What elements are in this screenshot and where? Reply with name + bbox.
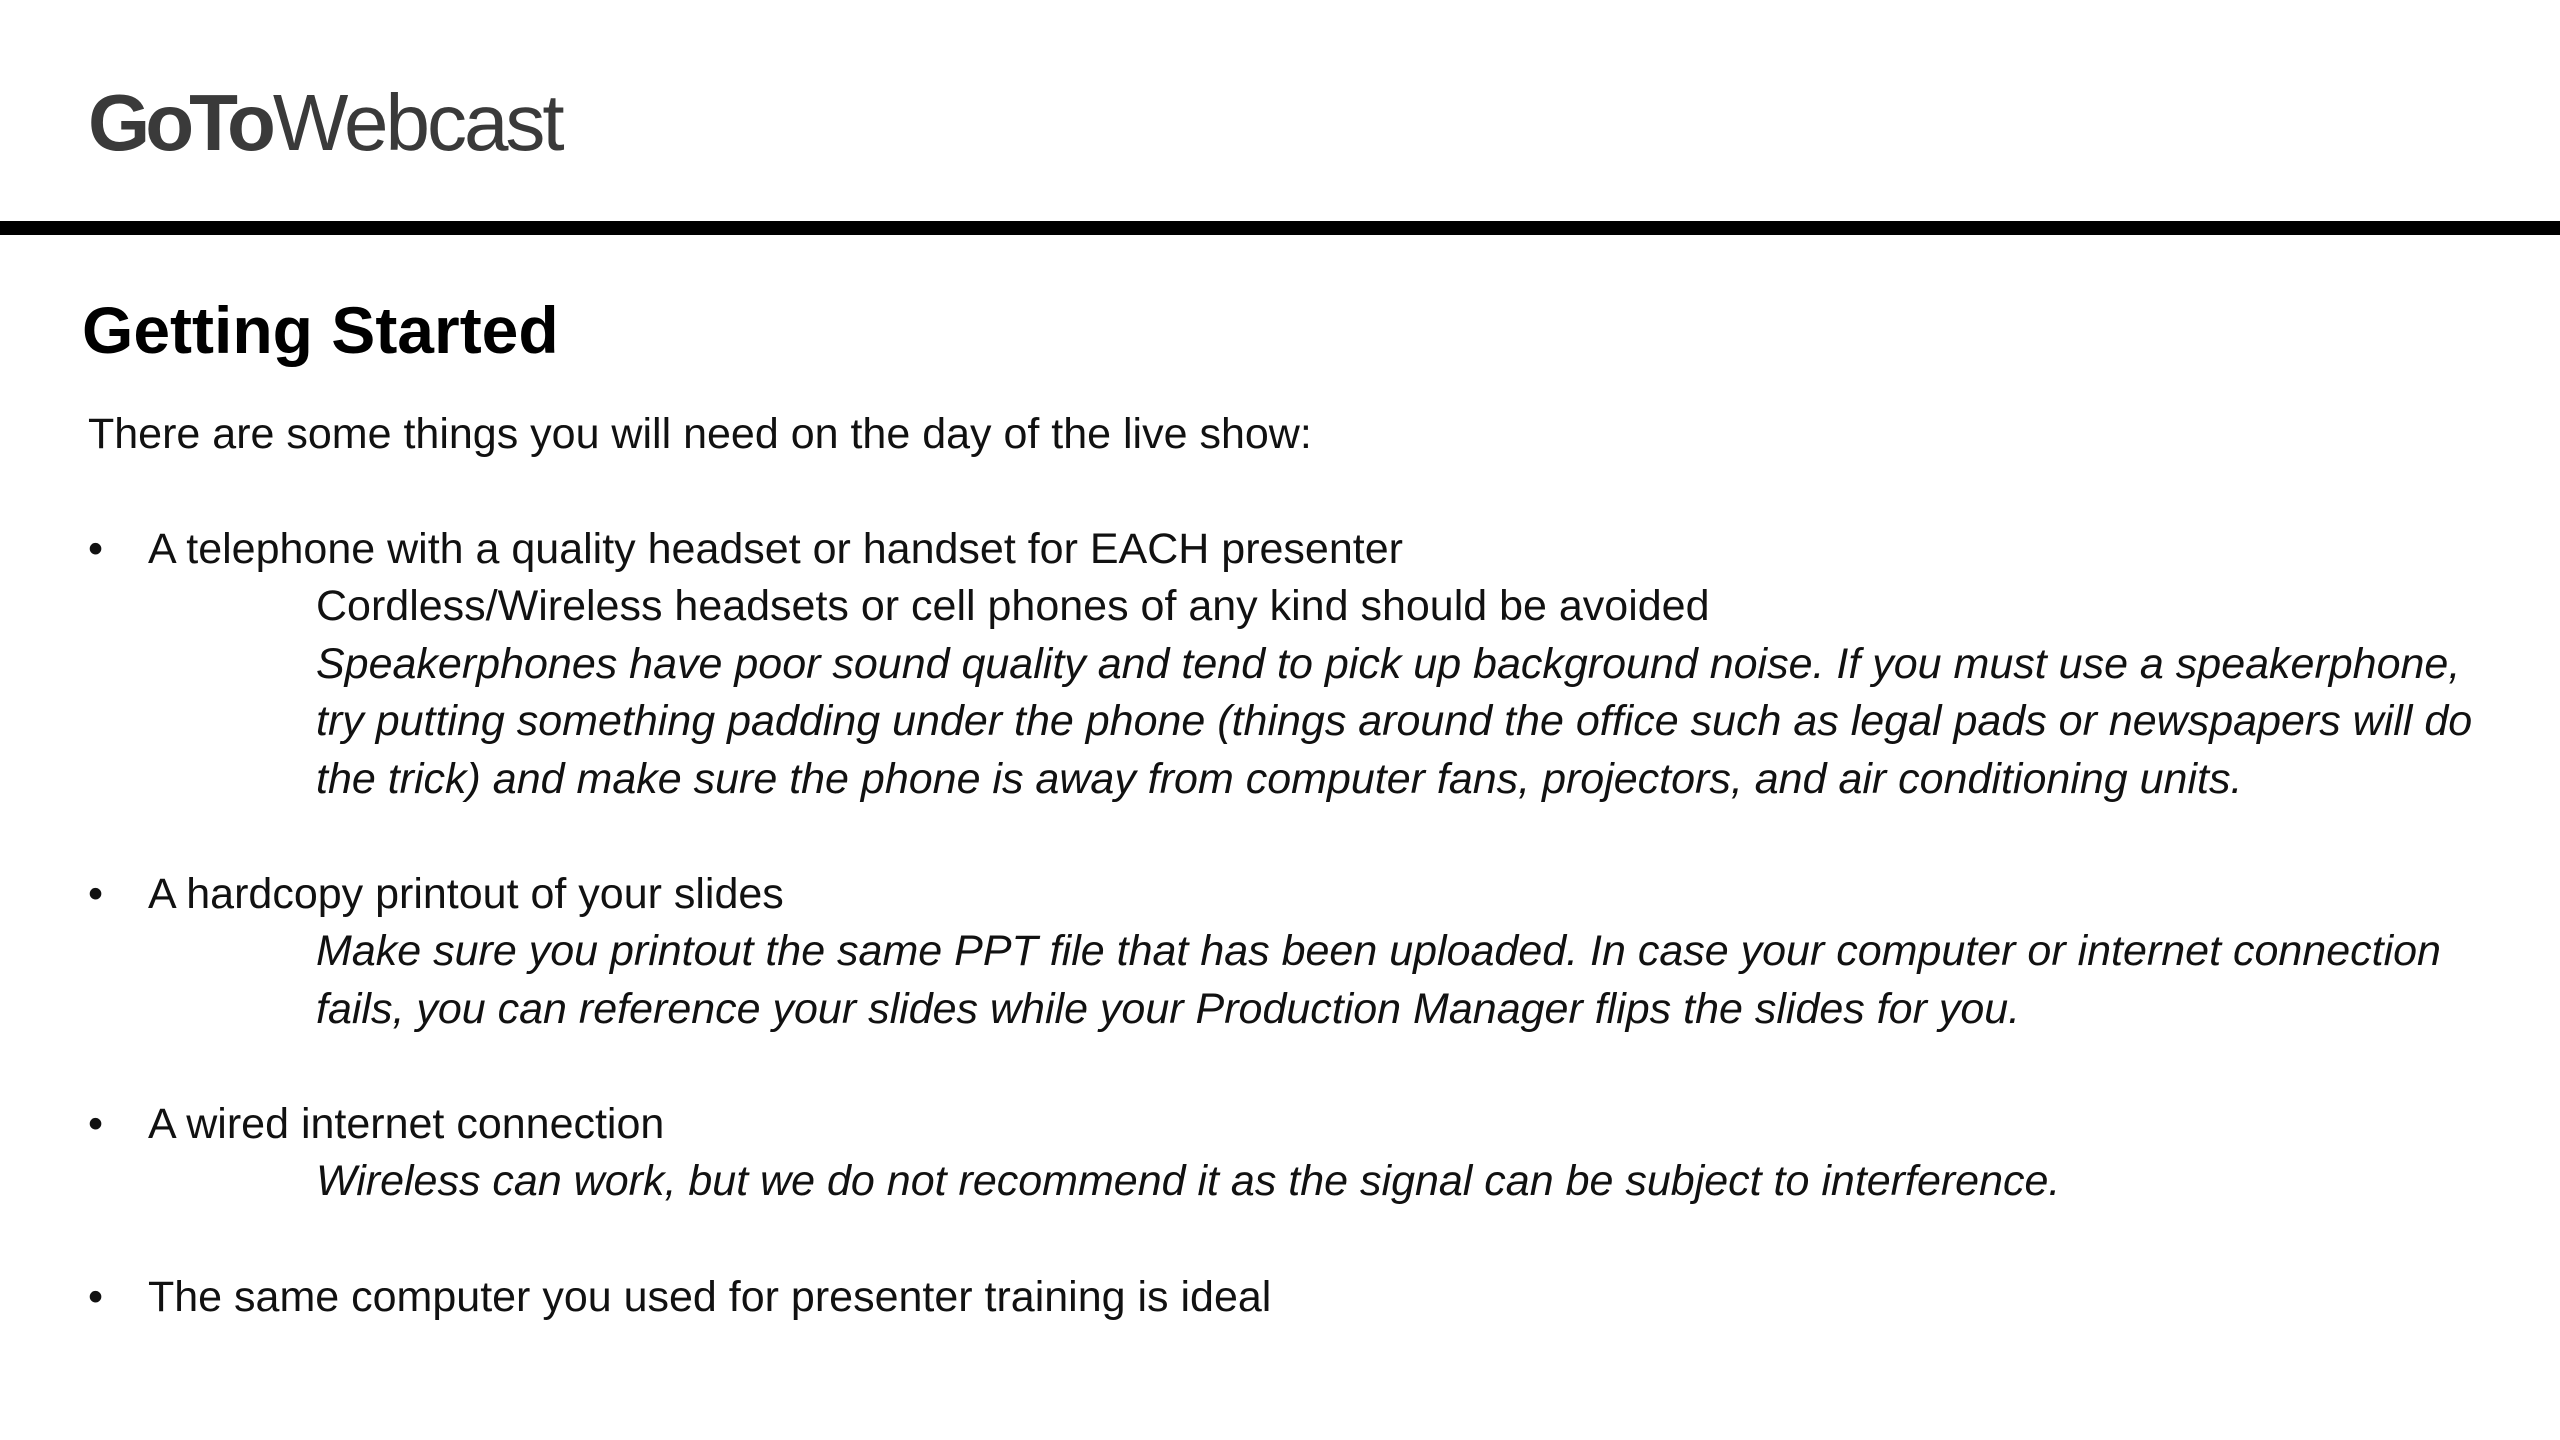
gotowebcast-logo (88, 78, 562, 168)
bullet-icon: • (88, 1100, 104, 1148)
sub-item: Make sure you printout the same PPT file that has been uploaded. In case your computer or internet connection fails, you can reference your slides while your Production Manager flips the slides for you. (316, 927, 2441, 1033)
intro-text: There are some things you will need on the day of the live show: (88, 410, 1312, 458)
sub-item: Wireless can work, but we do not recommend it as the signal can be subject to interference. (316, 1157, 2061, 1205)
bullet-text: The same computer you used for presenter training is ideal (148, 1272, 1272, 1321)
header-divider (0, 221, 2560, 235)
list-item (0, 865, 2560, 1038)
logo-wordmark-bold: GoTo (88, 78, 271, 167)
list-item (0, 1095, 2560, 1211)
logo-wordmark-light: Webcast (272, 78, 562, 167)
bullet-icon: • (88, 870, 104, 918)
sub-item: Speakerphones have poor sound quality and tend to pick up background noise. If you must use a speakerphone, try putting something padding under the phone (things around the office such as legal pads or newspapers will do the trick) and make sure the phone is away from computer fans, projectors, and air conditioning units. (316, 639, 2473, 803)
bullet-icon: • (88, 1272, 104, 1321)
bullet-text: A telephone with a quality headset or handset for EACH presenter (148, 525, 1403, 573)
list-item (0, 520, 2560, 808)
bullet-text: A hardcopy printout of your slides (148, 870, 784, 918)
requirements-list (0, 520, 2560, 1383)
bullet-text: A wired internet connection (148, 1100, 665, 1148)
page-title: Getting Started (82, 293, 559, 367)
bullet-icon: • (88, 525, 104, 573)
list-item (0, 1268, 2560, 1326)
sub-item: Cordless/Wireless headsets or cell phones of any kind should be avoided (316, 582, 1710, 630)
